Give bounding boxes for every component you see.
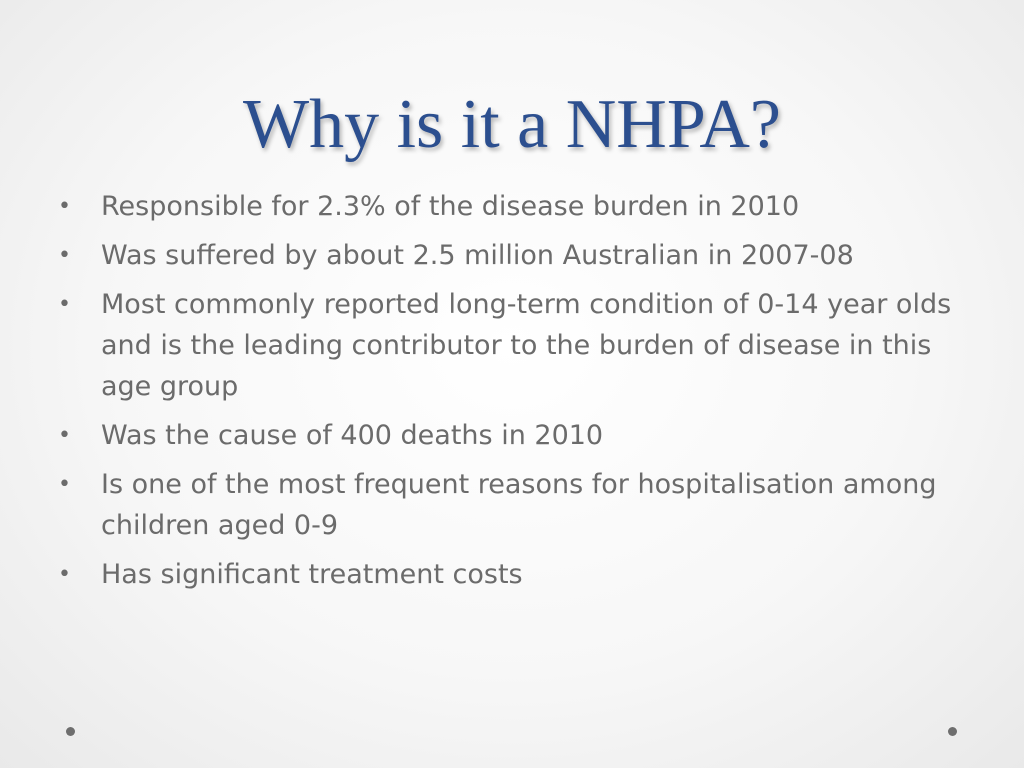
corner-dot-decoration xyxy=(948,727,957,736)
bullet-item xyxy=(58,284,958,407)
bullet-item xyxy=(58,186,958,227)
bullet-text: Has significant treatment costs xyxy=(101,559,523,590)
bullet-marker: • xyxy=(58,472,71,497)
corner-dot-decoration xyxy=(66,727,75,736)
bullet-marker: • xyxy=(58,292,71,317)
bullet-text: Was the cause of 400 deaths in 2010 xyxy=(101,420,604,451)
slide-title: Why is it a NHPA? xyxy=(243,86,781,163)
bullet-item xyxy=(58,235,958,276)
bullet-marker: • xyxy=(58,243,71,268)
bullet-item xyxy=(58,554,958,595)
bullet-text: Responsible for 2.3% of the disease burden in 2010 xyxy=(101,191,800,222)
bullet-text: Was suffered by about 2.5 million Australian in 2007-08 xyxy=(101,240,854,271)
bullet-item xyxy=(58,415,958,456)
bullet-text: Most commonly reported long-term condition of 0-14 year olds and is the leading contributor to the burden of disease in this age group xyxy=(101,289,952,402)
bullet-marker: • xyxy=(58,562,71,587)
bullet-marker: • xyxy=(58,194,71,219)
bullet-list xyxy=(58,186,958,603)
bullet-text: Is one of the most frequent reasons for hospitalisation among children aged 0-9 xyxy=(101,469,937,541)
bullet-item xyxy=(58,464,958,546)
bullet-marker: • xyxy=(58,423,71,448)
